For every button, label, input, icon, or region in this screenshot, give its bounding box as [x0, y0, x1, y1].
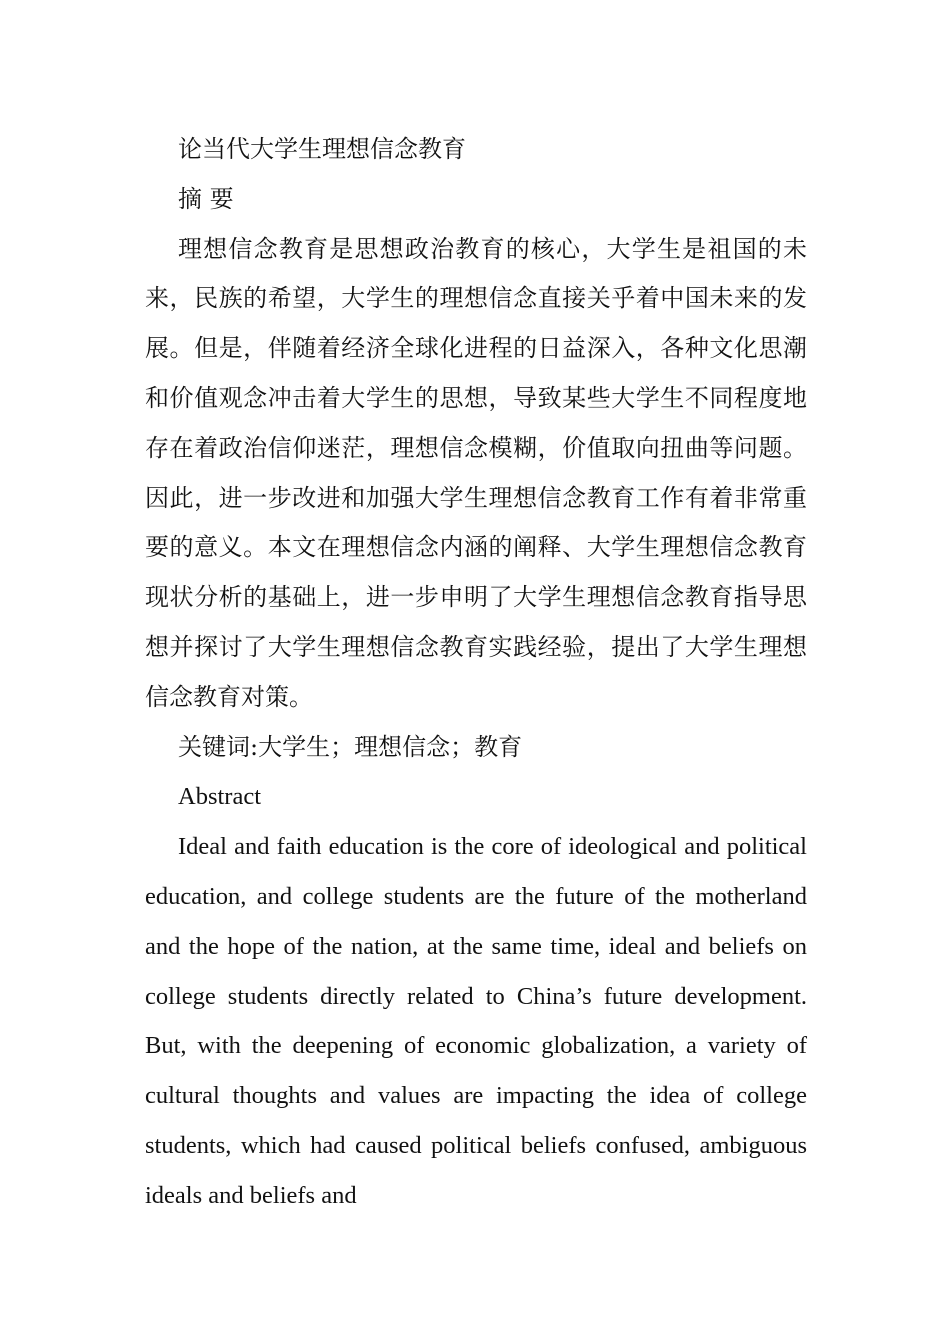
- abstract-cn-body: 理想信念教育是思想政治教育的核心，大学生是祖国的未来，民族的希望，大学生的理想信念直接关乎着中国未来的发展。但是，伴随着经济全球化进程的日益深入，各种文化思潮和价值观念冲击着大学生的思想，导致某些大学生不同程度地存在着政治信仰迷茫，理想信念模糊，价值取向扭曲等问题。因此，进一步改进和加强大学生理想信念教育工作有着非常重要的意义。本文在理想信念内涵的阐释、大学生理想信念教育现状分析的基础上，进一步申明了大学生理想信念教育指导思想并探讨了大学生理想信念教育实践经验，提出了大学生理想信念教育对策。: [145, 234, 807, 711]
- document-title: 论当代大学生理想信念教育: [178, 135, 466, 163]
- keywords-cn: 关键词:大学生；理想信念；教育: [178, 732, 523, 761]
- abstract-en-body: Ideal and faith education is the core of ideological and political education, and college students are the future of the motherland and the hope of the nation, at the same time, ideal and beliefs on college students directly related to China’s future development. But, with the deepening of economic globalization, a variety of cultural thoughts and values are impacting the idea of college students, which had caused political beliefs confused, ambiguous ideals and beliefs and: [145, 833, 807, 1209]
- document-page: [145, 125, 807, 1221]
- abstract-cn-heading: 摘 要: [178, 184, 234, 213]
- abstract-en-heading: Abstract: [178, 783, 261, 811]
